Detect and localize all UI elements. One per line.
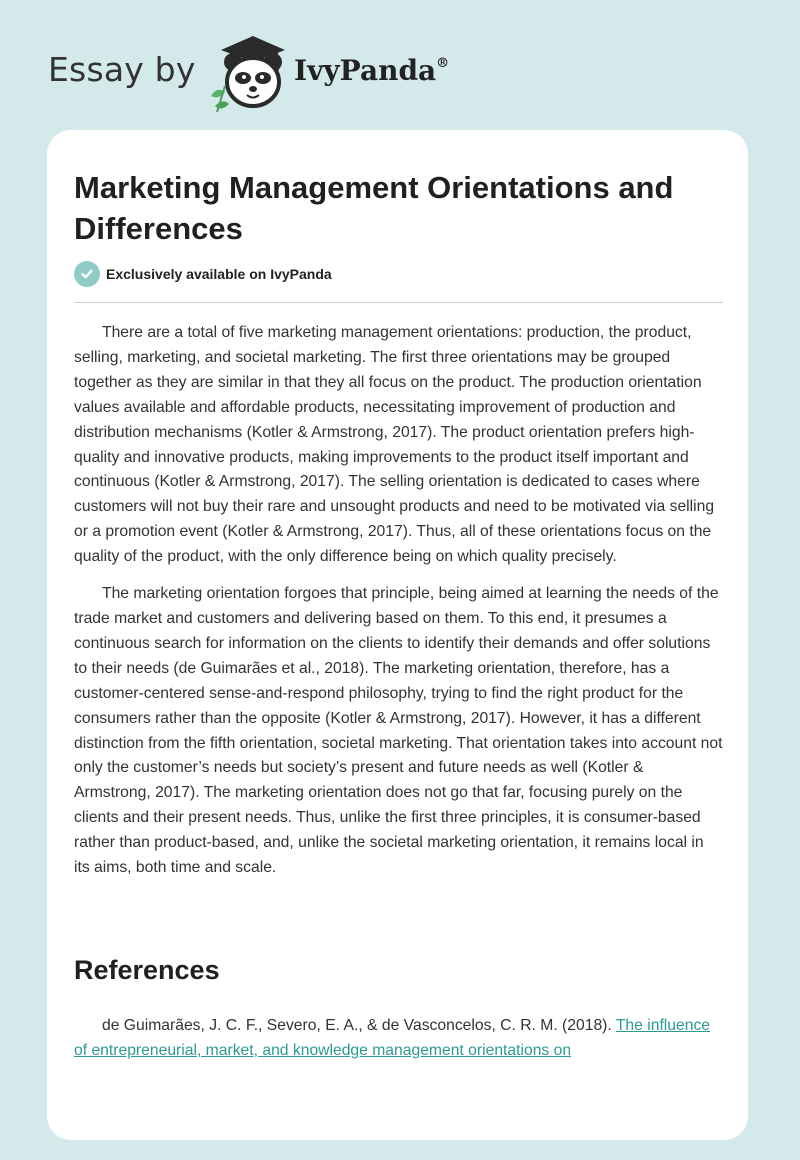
essay-body xyxy=(74,321,723,893)
brand-name[interactable]: IvyPanda® xyxy=(294,54,450,87)
paragraph: There are a total of five marketing management orientations: production, the product, selling, marketing, and societal marketing. The first three orientations may be grouped together as they are similar in that they all focus on the product. The production orientation values available and affordable products, necessitating improvement of production and distribution mechanisms (Kotler & Armstrong, 2017). The product orientation prefers high-quality and innovative products, making improvements to the product itself important and continuous (Kotler & Armstrong, 2017). The selling orientation is dedicated to cases where customers will not buy their rare and unsought products and need to be motivated via selling or a promotion event (Kotler & Armstrong, 2017). Thus, all of these orientations focus on the quality of the product, with the only difference being on which quality precisely. xyxy=(74,324,715,566)
exclusive-badge xyxy=(74,261,332,287)
site-header xyxy=(48,28,548,118)
references-heading: References xyxy=(74,955,220,985)
reference-entry xyxy=(74,1014,723,1064)
checkmark-icon xyxy=(74,261,100,287)
panda-logo-icon[interactable] xyxy=(203,28,303,114)
essay-card xyxy=(47,130,748,1140)
reference-text: de Guimarães, J. C. F., Severo, E. A., & de Vasconcelos, C. R. M. (2018). xyxy=(102,1017,616,1034)
divider xyxy=(74,302,723,303)
paragraph: The marketing orientation forgoes that principle, being aimed at learning the needs of the trade market and customers and delivering based on them. To this end, it presumes a continuous search for information on the clients to identify their demands and offer solutions to their needs (de Guimarães et al., 2018). The marketing orientation, therefore, has a customer-centered sense-and-respond philosophy, trying to find the right product for the consumers rather than the opposite (Kotler & Armstrong, 2017). However, it has a different distinction from the fifth orientation, societal marketing. That orientation takes into account not only the customer’s needs but society’s present and future needs as well (Kotler & Armstrong, 2017). The marketing orientation does not go that far, focusing purely on the clients and their present needs. Thus, unlike the first three principles, it is consumer-based rather than product-based, and, unlike the societal marketing orientation, it remains local in its aims, both time and scale. xyxy=(74,585,723,877)
page-title: Marketing Management Orientations and Differences xyxy=(74,170,674,246)
essay-by-label: Essay by xyxy=(48,50,196,89)
reference-link[interactable]: The influence of entrepreneurial, market, and knowledge management orientations on xyxy=(74,1017,711,1059)
badge-label: Exclusively available on IvyPanda xyxy=(106,266,332,282)
